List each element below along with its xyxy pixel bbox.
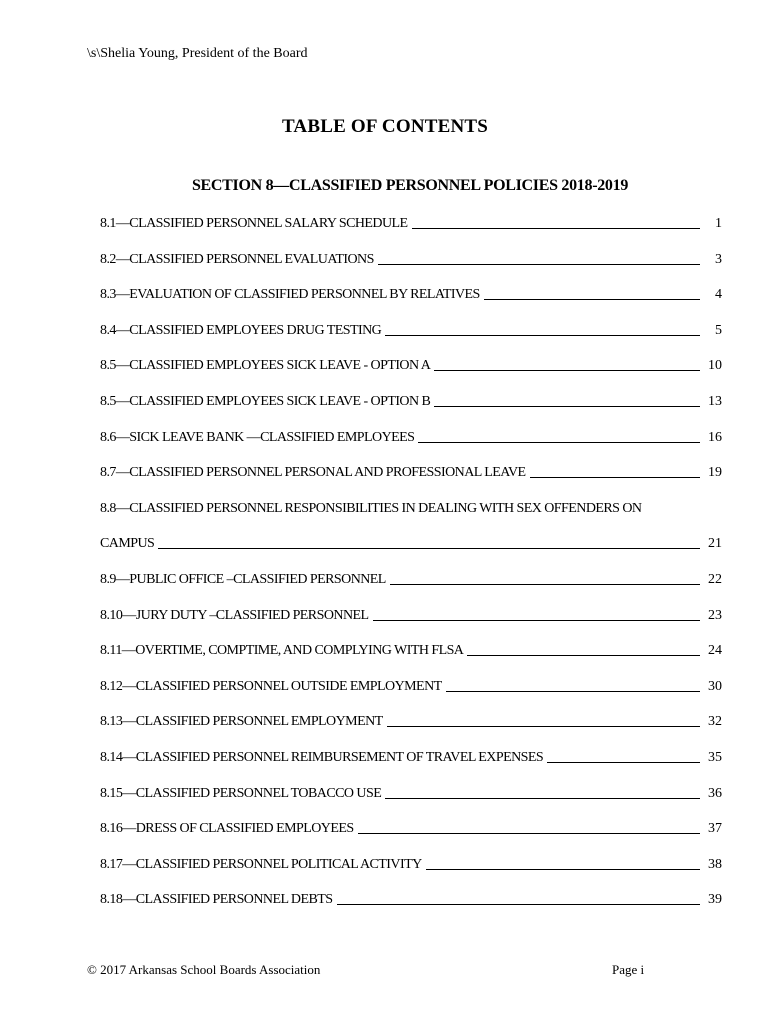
- toc-entry[interactable]: [100, 501, 722, 537]
- toc-entry-label: 8.8—CLASSIFIED PERSONNEL RESPONSIBILITIES IN DEALING WITH SEX OFFENDERS ON: [100, 500, 642, 516]
- toc-entry[interactable]: [100, 394, 722, 430]
- toc-entry-label: 8.9—PUBLIC OFFICE –CLASSIFIED PERSONNEL: [100, 571, 386, 587]
- toc-entry[interactable]: [100, 892, 722, 928]
- toc-entry-page-number: 5: [715, 322, 722, 338]
- toc-entry-label: 8.11—OVERTIME, COMPTIME, AND COMPLYING WITH FLSA: [100, 643, 464, 659]
- toc-leader-line: [358, 833, 700, 834]
- toc-entry-page-number: 21: [708, 536, 722, 552]
- toc-entry[interactable]: [100, 536, 722, 572]
- toc-entry-page-number: 23: [708, 607, 722, 623]
- toc-entry[interactable]: [100, 287, 722, 323]
- toc-entry[interactable]: [100, 572, 722, 608]
- toc-entry-page-number: 19: [708, 465, 722, 481]
- toc-entry-page-number: 37: [708, 821, 722, 837]
- section-title: SECTION 8—CLASSIFIED PERSONNEL POLICIES 2018-2019: [191, 177, 629, 194]
- toc-entry-label: 8.5—CLASSIFIED EMPLOYEES SICK LEAVE - OPTION B: [100, 393, 431, 409]
- toc-leader-line: [530, 477, 700, 478]
- toc-leader-line: [434, 406, 700, 407]
- toc-leader-line: [418, 442, 700, 443]
- toc-leader-line: [434, 370, 700, 371]
- toc-leader-line: [385, 798, 700, 799]
- toc-entry[interactable]: [100, 608, 722, 644]
- toc-leader-line: [446, 691, 700, 692]
- toc-entry-label: 8.1—CLASSIFIED PERSONNEL SALARY SCHEDULE: [100, 216, 408, 231]
- toc-entry-page-number: 32: [708, 714, 722, 730]
- toc-entry-page-number: 39: [708, 892, 722, 908]
- toc-entry-label: CAMPUS: [100, 536, 155, 552]
- toc-entry-label: 8.13—CLASSIFIED PERSONNEL EMPLOYMENT: [100, 714, 383, 730]
- toc-entry[interactable]: [100, 821, 722, 857]
- toc-entry-page-number: 1: [715, 216, 722, 231]
- toc-entry[interactable]: [100, 465, 722, 501]
- footer-copyright: © 2017 Arkansas School Boards Association: [87, 962, 321, 977]
- toc-leader-line: [467, 655, 700, 656]
- board-president-signature: \s\Shelia Young, President of the Board: [87, 46, 308, 61]
- table-of-contents: [100, 216, 722, 928]
- toc-entry-page-number: 22: [708, 571, 722, 587]
- toc-leader-line: [390, 584, 700, 585]
- toc-entry[interactable]: [100, 216, 722, 252]
- toc-entry-page-number: 16: [708, 429, 722, 445]
- toc-entry[interactable]: [100, 252, 722, 288]
- toc-leader-line: [426, 869, 700, 870]
- toc-entry-page-number: 36: [708, 785, 722, 801]
- toc-entry-label: 8.15—CLASSIFIED PERSONNEL TOBACCO USE: [100, 785, 382, 801]
- toc-entry[interactable]: [100, 750, 722, 786]
- toc-entry-label: 8.4—CLASSIFIED EMPLOYEES DRUG TESTING: [100, 322, 382, 338]
- toc-entry[interactable]: [100, 857, 722, 893]
- toc-entry-label: 8.14—CLASSIFIED PERSONNEL REIMBURSEMENT OF TRAVEL EXPENSES: [100, 749, 544, 765]
- toc-entry-page-number: 4: [715, 287, 722, 303]
- toc-entry-label: 8.3—EVALUATION OF CLASSIFIED PERSONNEL BY RELATIVES: [100, 287, 480, 303]
- toc-entry[interactable]: [100, 786, 722, 822]
- toc-entry-label: 8.17—CLASSIFIED PERSONNEL POLITICAL ACTIVITY: [100, 856, 422, 872]
- toc-entry[interactable]: [100, 679, 722, 715]
- page-title: TABLE OF CONTENTS: [281, 116, 489, 137]
- toc-entry-page-number: 35: [708, 749, 722, 765]
- toc-leader-line: [484, 299, 700, 300]
- toc-entry-label: 8.6—SICK LEAVE BANK —CLASSIFIED EMPLOYEES: [100, 429, 415, 445]
- toc-leader-line: [387, 726, 700, 727]
- toc-entry[interactable]: [100, 323, 722, 359]
- toc-leader-line: [373, 620, 700, 621]
- toc-entry[interactable]: [100, 643, 722, 679]
- toc-leader-line: [158, 548, 700, 549]
- toc-leader-line: [547, 762, 700, 763]
- toc-entry[interactable]: [100, 358, 722, 394]
- toc-entry-page-number: 38: [708, 856, 722, 872]
- toc-entry-page-number: 10: [708, 358, 722, 374]
- toc-leader-line: [378, 264, 700, 265]
- toc-entry-label: 8.10—JURY DUTY –CLASSIFIED PERSONNEL: [100, 607, 369, 623]
- toc-entry-label: 8.5—CLASSIFIED EMPLOYEES SICK LEAVE - OPTION A: [100, 358, 431, 374]
- toc-entry-label: 8.2—CLASSIFIED PERSONNEL EVALUATIONS: [100, 251, 374, 267]
- toc-entry[interactable]: [100, 430, 722, 466]
- footer-page-number: Page i: [612, 962, 645, 977]
- toc-entry-page-number: 3: [715, 251, 722, 267]
- toc-entry-label: 8.12—CLASSIFIED PERSONNEL OUTSIDE EMPLOYMENT: [100, 678, 442, 694]
- toc-entry-page-number: 24: [708, 643, 722, 659]
- toc-entry[interactable]: [100, 714, 722, 750]
- toc-entry-page-number: 13: [708, 393, 722, 409]
- toc-entry-label: 8.16—DRESS OF CLASSIFIED EMPLOYEES: [100, 821, 354, 837]
- toc-entry-label: 8.18—CLASSIFIED PERSONNEL DEBTS: [100, 892, 333, 908]
- toc-entry-page-number: 30: [708, 678, 722, 694]
- toc-leader-line: [337, 904, 700, 905]
- toc-leader-line: [412, 228, 700, 229]
- toc-leader-line: [385, 335, 700, 336]
- toc-entry-label: 8.7—CLASSIFIED PERSONNEL PERSONAL AND PROFESSIONAL LEAVE: [100, 465, 526, 481]
